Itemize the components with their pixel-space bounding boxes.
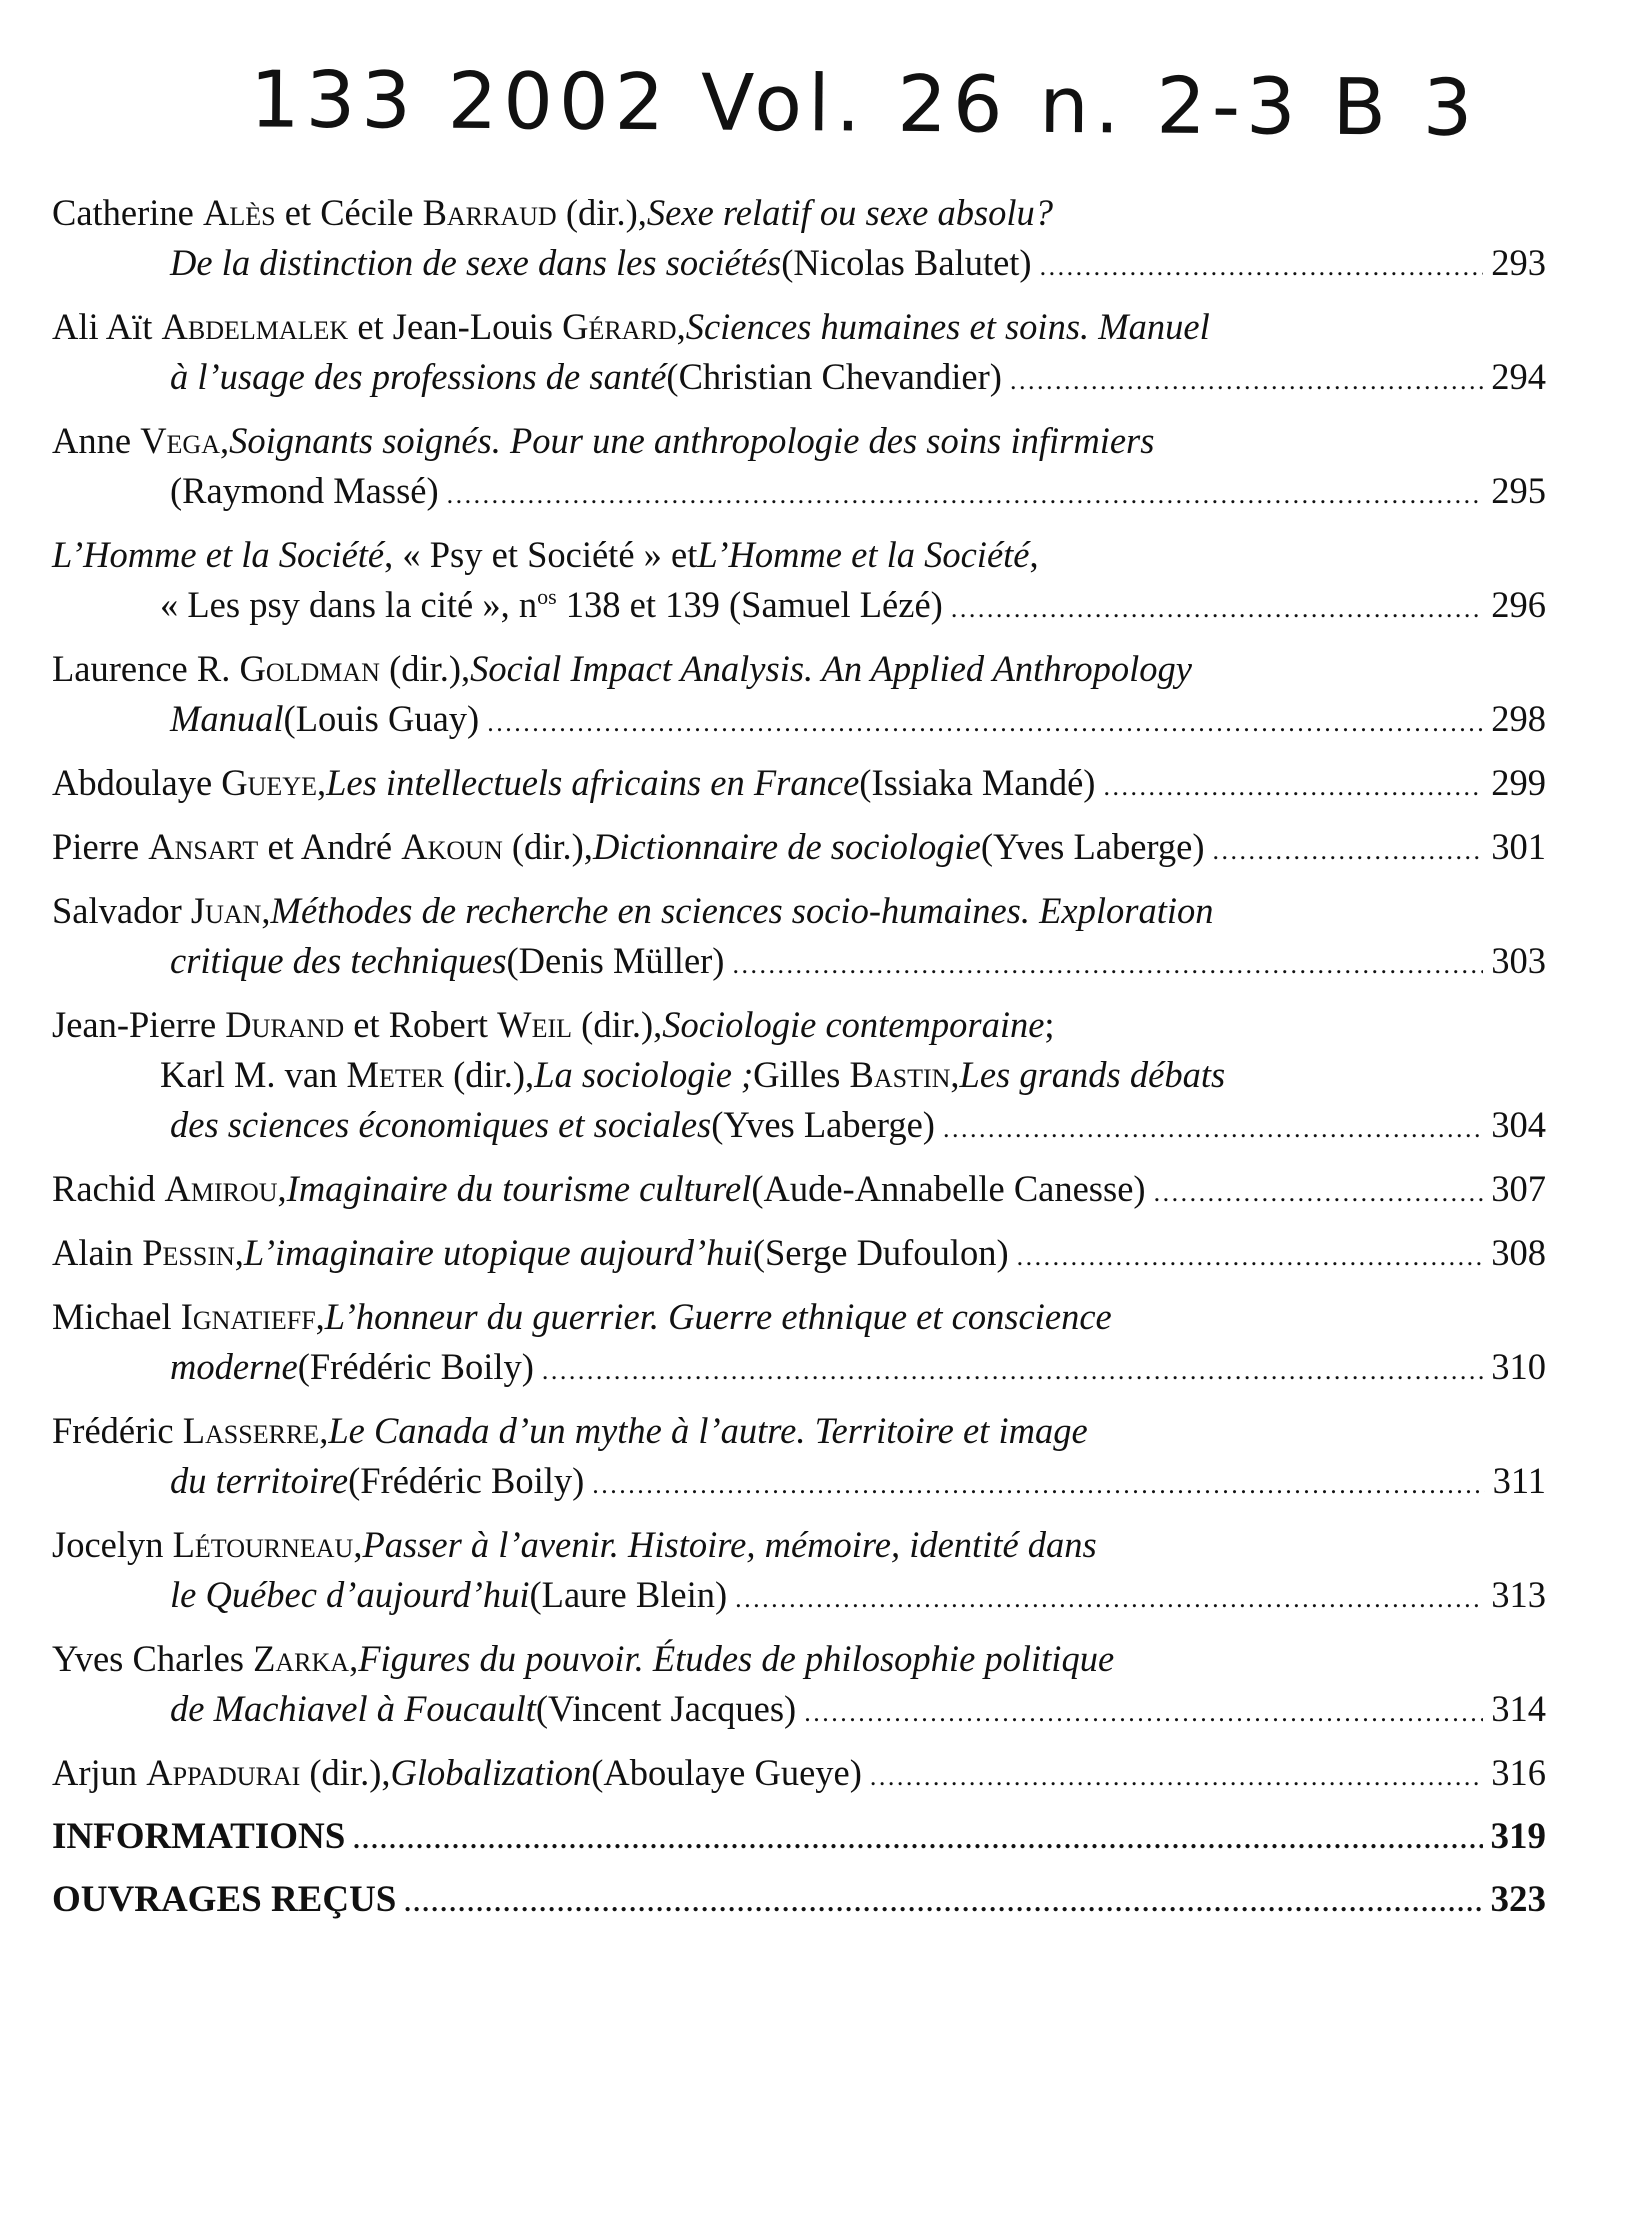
entry-line <box>52 1000 1546 1050</box>
toc-entry <box>52 1000 1546 1154</box>
author-text: Anne Vega, <box>52 420 230 461</box>
book-title: moderne <box>170 1346 298 1387</box>
page-number: 293 <box>1491 242 1546 283</box>
book-title: Globalization <box>390 1752 592 1793</box>
author-name: Weil <box>497 1004 573 1045</box>
book-title: du territoire <box>170 1460 349 1501</box>
toc-entry <box>52 1634 1546 1738</box>
entry-line <box>52 580 1546 634</box>
author-text: Karl M. van Meter (dir.), <box>160 1054 535 1095</box>
toc-entry <box>52 1520 1546 1624</box>
author-name: Barraud <box>422 192 557 233</box>
dot-leader <box>732 936 1483 990</box>
book-title: Les intellectuels africains en France <box>326 762 860 803</box>
section-line <box>52 1812 1546 1865</box>
book-title: L’imaginaire utopique aujourd’hui <box>243 1232 753 1273</box>
author-name: Ignatieff <box>180 1296 316 1337</box>
entry-line <box>52 1748 1546 1802</box>
page-number: 298 <box>1491 698 1546 739</box>
entry-line <box>52 302 1546 352</box>
entry-line <box>52 1100 1546 1154</box>
page-number: 307 <box>1491 1168 1546 1209</box>
table-of-contents <box>52 188 1546 1938</box>
author-text: Alain Pessin, <box>52 1232 244 1273</box>
book-title: Sociologie contemporaine <box>662 1004 1045 1045</box>
book-title: critique des techniques <box>170 940 507 981</box>
author-text: Rachid Amirou, <box>52 1168 287 1209</box>
entry-line <box>52 1684 1546 1738</box>
reviewer: (Frédéric Boily) <box>297 1346 534 1387</box>
dot-leader <box>404 1875 1482 1928</box>
book-title: De la distinction de sexe dans les sociétés <box>170 242 782 283</box>
page-number: 313 <box>1491 1574 1546 1615</box>
book-title: Méthodes de recherche en sciences socio-humaines. Exploration <box>270 890 1214 931</box>
entry-text: , « Psy et Société » et <box>384 534 698 575</box>
page-number: 323 <box>1490 1879 1546 1920</box>
author-name: Vega <box>140 420 220 461</box>
author-name: Akoun <box>401 826 503 867</box>
author-text: Abdoulaye Gueye, <box>52 762 327 803</box>
book-title: des sciences économiques et sociales <box>170 1104 712 1145</box>
book-title: Figures du pouvoir. Études de philosophie politique <box>358 1638 1115 1679</box>
reviewer: (Aude-Annabelle Canesse) <box>751 1168 1146 1209</box>
author-text: Arjun Appadurai (dir.), <box>52 1752 391 1793</box>
dot-leader <box>353 1812 1482 1865</box>
reviewer: (Laure Blein) <box>529 1574 728 1615</box>
author-name: Lasserre <box>182 1410 320 1451</box>
dot-leader <box>804 1684 1483 1738</box>
toc-entry <box>52 188 1546 292</box>
page-number: 296 <box>1491 584 1546 625</box>
author-name: Durand <box>225 1004 345 1045</box>
book-title: Imaginaire du tourisme culturel <box>286 1168 752 1209</box>
book-title: Dictionnaire de sociologie <box>592 826 981 867</box>
entry-line <box>52 1634 1546 1684</box>
author-name: Gueye <box>221 762 317 803</box>
dot-leader <box>1213 822 1484 876</box>
section-label: OUVRAGES REÇUS <box>52 1879 397 1920</box>
book-title: Soignants soignés. Pour une anthropologie des soins infirmiers <box>229 420 1155 461</box>
author-text: Michael Ignatieff, <box>52 1296 325 1337</box>
entry-line <box>52 466 1546 520</box>
author-text: Ali Aït Abdelmalek et Jean-Louis Gérard, <box>52 306 686 347</box>
toc-entry <box>52 1164 1546 1218</box>
reviewer: (Frédéric Boily) <box>348 1460 585 1501</box>
toc-entry <box>52 1292 1546 1396</box>
entry-line <box>52 822 1546 876</box>
dot-leader <box>943 1100 1483 1154</box>
book-title: Sciences humaines et soins. Manuel <box>685 306 1210 347</box>
toc-entry <box>52 1228 1546 1282</box>
page-number: 303 <box>1491 940 1546 981</box>
reviewer: (Louis Guay) <box>283 698 480 739</box>
author-text: Jocelyn Létourneau, <box>52 1524 363 1565</box>
reviewer: (Raymond Massé) <box>170 470 439 511</box>
reviewer: (Denis Müller) <box>506 940 725 981</box>
entry-line <box>52 188 1546 238</box>
page-number: 294 <box>1491 356 1546 397</box>
book-title: La sociologie ; <box>534 1054 754 1095</box>
page-number: 316 <box>1491 1752 1546 1793</box>
dot-leader <box>542 1342 1483 1396</box>
book-title: Social Impact Analysis. An Applied Anthropology <box>470 648 1193 689</box>
dot-leader <box>447 466 1484 520</box>
book-title: Le Canada d’un mythe à l’autre. Territoire et image <box>328 1410 1088 1451</box>
author-name: Goldman <box>239 648 380 689</box>
book-title: à l’usage des professions de santé <box>170 356 667 397</box>
toc-section <box>52 1875 1546 1928</box>
toc-entry <box>52 530 1546 634</box>
author-name: Juan <box>190 890 262 931</box>
author-name: Gérard <box>562 306 677 347</box>
author-name: Amirou <box>164 1168 278 1209</box>
entry-line <box>52 1228 1546 1282</box>
entry-line <box>52 936 1546 990</box>
author-text: Yves Charles Zarka, <box>52 1638 359 1679</box>
entry-line <box>52 1050 1546 1100</box>
page-number: 295 <box>1491 470 1546 511</box>
dot-leader <box>1010 352 1483 406</box>
toc-entry <box>52 758 1546 812</box>
page-number: 301 <box>1491 826 1546 867</box>
toc-entry <box>52 416 1546 520</box>
book-title: de Machiavel à Foucault <box>170 1688 536 1729</box>
author-name: Abdelmalek <box>161 306 349 347</box>
author-text: Salvador Juan, <box>52 890 271 931</box>
page-number: 319 <box>1490 1816 1546 1857</box>
toc-section <box>52 1812 1546 1865</box>
author-name: Zarka <box>253 1638 350 1679</box>
reviewer: (Yves Laberge) <box>980 826 1205 867</box>
journal-title: L’Homme et la Société <box>52 534 385 575</box>
reviewer: (Issiaka Mandé) <box>859 762 1096 803</box>
entry-line <box>52 352 1546 406</box>
reviewer: (Christian Chevandier) <box>666 356 1002 397</box>
dot-leader <box>487 694 1483 748</box>
book-title: Manual <box>170 698 284 739</box>
section-line <box>52 1875 1546 1928</box>
reviewer: (Nicolas Balutet) <box>781 242 1032 283</box>
author-name: Appadurai <box>146 1752 301 1793</box>
dot-leader <box>1040 238 1484 292</box>
dot-leader <box>592 1456 1484 1510</box>
entry-text: « Les psy dans la cité », $n^{os}$ 138 et 139 (Samuel Lézé) <box>160 583 943 625</box>
page-number: 311 <box>1492 1460 1546 1501</box>
book-title: le Québec d’aujourd’hui <box>170 1574 530 1615</box>
author-text: Gilles Bastin, <box>753 1054 960 1095</box>
dot-leader <box>1017 1228 1484 1282</box>
page-number: 314 <box>1491 1688 1546 1729</box>
dot-leader <box>735 1570 1483 1624</box>
toc-entry <box>52 1748 1546 1802</box>
reviewer: (Serge Dufoulon) <box>752 1232 1009 1273</box>
author-name: Meter <box>346 1054 444 1095</box>
dot-leader <box>951 580 1483 634</box>
author-text: Pierre Ansart et André Akoun (dir.), <box>52 826 593 867</box>
entry-line <box>52 886 1546 936</box>
entry-line <box>52 1164 1546 1218</box>
entry-line <box>52 1406 1546 1456</box>
entry-line <box>52 238 1546 292</box>
toc-entry <box>52 886 1546 990</box>
entry-line <box>52 416 1546 466</box>
entry-text: ; <box>1044 1004 1055 1045</box>
reviewer: (Vincent Jacques) <box>535 1688 797 1729</box>
entry-line <box>52 1520 1546 1570</box>
book-title: Passer à l’avenir. Histoire, mémoire, identité dans <box>362 1524 1097 1565</box>
reviewer: (Aboulaye Gueye) <box>591 1752 862 1793</box>
entry-line <box>52 1342 1546 1396</box>
page-number: 308 <box>1491 1232 1546 1273</box>
author-name: Ansart <box>148 826 259 867</box>
author-text: Jean-Pierre Durand et Robert Weil (dir.), <box>52 1004 663 1045</box>
handwritten-annotation: 133 2002 Vol. 26 n. 2-3 B 3 <box>249 55 1479 154</box>
entry-line <box>52 1292 1546 1342</box>
author-text: Laurence R. Goldman (dir.), <box>52 648 471 689</box>
dot-leader <box>1103 758 1483 812</box>
section-label: INFORMATIONS <box>52 1816 346 1857</box>
book-title: Sexe relatif ou sexe absolu? <box>646 192 1054 233</box>
author-name: Létourneau <box>172 1524 354 1565</box>
dot-leader <box>870 1748 1483 1802</box>
toc-entry <box>52 1406 1546 1510</box>
author-text: Frédéric Lasserre, <box>52 1410 329 1451</box>
entry-line <box>52 644 1546 694</box>
author-name: Alès <box>203 192 276 233</box>
dot-leader <box>1154 1164 1484 1218</box>
toc-entry <box>52 644 1546 748</box>
entry-line <box>52 694 1546 748</box>
book-title: L’honneur du guerrier. Guerre ethnique et conscience <box>324 1296 1112 1337</box>
author-text: Catherine Alès et Cécile Barraud (dir.), <box>52 192 647 233</box>
toc-entry <box>52 302 1546 406</box>
page-number: 304 <box>1491 1104 1546 1145</box>
author-name: Pessin <box>142 1232 235 1273</box>
author-name: Bastin <box>849 1054 951 1095</box>
entry-line <box>52 1570 1546 1624</box>
entry-line <box>52 530 1546 580</box>
entry-text: , <box>1029 534 1039 575</box>
book-title: Les grands débats <box>959 1054 1226 1095</box>
reviewer: (Yves Laberge) <box>711 1104 935 1145</box>
entry-line <box>52 758 1546 812</box>
entry-line <box>52 1456 1546 1510</box>
page-number: 310 <box>1491 1346 1546 1387</box>
page-number: 299 <box>1491 762 1546 803</box>
journal-title: L’Homme et la Société <box>697 534 1030 575</box>
toc-entry <box>52 822 1546 876</box>
